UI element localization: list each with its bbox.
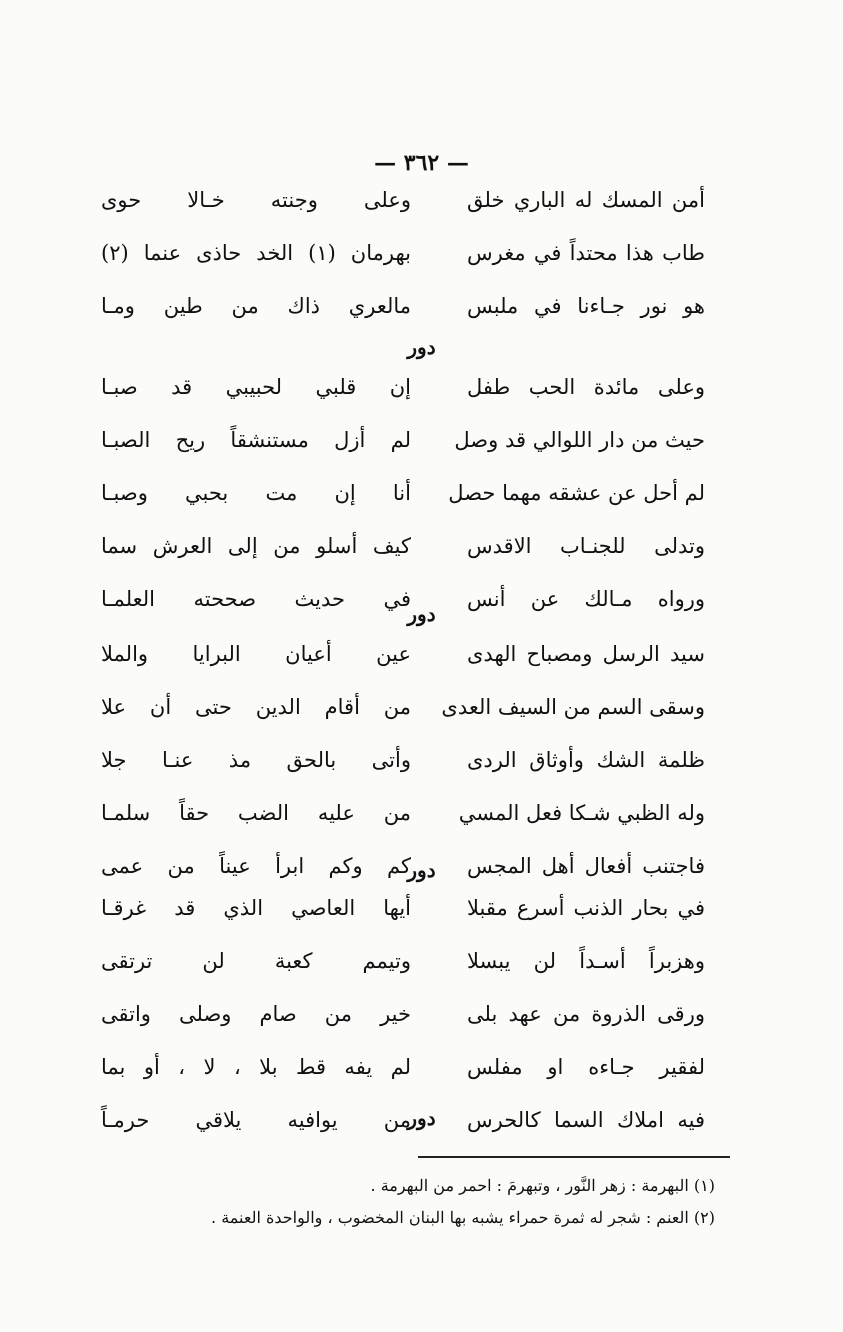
verse-second-hemistich: وله الظبي شـكا فعل المسي: [458, 801, 705, 825]
verse: [0, 369, 843, 422]
verse-first-hemistich: من عليه الضب حقاً سلمـا: [101, 801, 411, 825]
verse-second-hemistich: في بحار الذنب أسرع مقبلا: [467, 896, 705, 920]
footnote-2: (٢) العنم : شجر له ثمرة حمراء يشبه بها البنان المخضوب ، والواحدة العنمة .: [211, 1208, 715, 1227]
verse-first-hemistich: وتيمم كعبة لن ترتقى: [101, 949, 411, 973]
verse: [0, 996, 843, 1049]
verse-first-hemistich: كم وكم ابرأ عيناً من عمى: [101, 854, 411, 878]
footnote-divider: [418, 1156, 730, 1158]
verse-second-hemistich: ورواه مـالك عن أنس: [467, 587, 705, 611]
verse-second-hemistich: وسقى السم من السيف العدى: [441, 695, 705, 719]
verse-second-hemistich: ظلمة الشك وأوثاق الردى: [467, 748, 705, 772]
verse: [0, 689, 843, 742]
verse-first-hemistich: بهرمان (١) الخد حاذى عنما (٢): [101, 241, 411, 265]
verse-second-hemistich: طاب هذا محتداً في مغرس: [467, 241, 705, 265]
verse-first-hemistich: كيف أسلو من إلى العرش سما: [101, 534, 411, 558]
verse-first-hemistich: أيها العاصي الذي قد غرقـا: [101, 896, 411, 920]
verse-second-hemistich: لم أحل عن عشقه مهما حصل: [448, 481, 705, 505]
verse: [0, 235, 843, 288]
verse-first-hemistich: لم يفه قط بلا ، لا ، أو بما: [101, 1055, 411, 1079]
verse: [0, 636, 843, 689]
page-number: — ٣٦٢ —: [374, 150, 469, 176]
verse: [0, 1049, 843, 1102]
verse: [0, 943, 843, 996]
dawr-label: دور: [407, 335, 436, 359]
verse-second-hemistich: لفقير جـاءه او مفلس: [467, 1055, 705, 1079]
verse-second-hemistich: وعلى مائدة الحب طفل: [467, 375, 705, 399]
verse-second-hemistich: وهزبراً أسـداً لن يبسلا: [467, 949, 705, 973]
verse: [0, 795, 843, 848]
verse-second-hemistich: سيد الرسل ومصباح الهدى: [467, 642, 705, 666]
verse-first-hemistich: خير من صام وصلى واتقى: [101, 1002, 411, 1026]
verse-second-hemistich: هو نور جـاءنا في ملبس: [467, 294, 705, 318]
dawr-label: دور: [407, 1106, 436, 1130]
verse-first-hemistich: أنا إن مت بحبي وصبـا: [101, 481, 411, 505]
verse-first-hemistich: في حديث صححته العلمـا: [101, 587, 411, 611]
verse-second-hemistich: فاجتنب أفعال أهل المجس: [467, 854, 705, 878]
verse-first-hemistich: وعلى وجنته خـالا حوى: [101, 188, 411, 212]
verse-first-hemistich: وأتى بالحق مذ عنـا جلا: [101, 748, 411, 772]
verse: [0, 742, 843, 795]
verse: [0, 288, 843, 341]
verse: [0, 475, 843, 528]
dawr-label: دور: [407, 602, 436, 626]
verse: [0, 528, 843, 581]
verse-second-hemistich: أمن المسك له الباري خلق: [467, 188, 705, 212]
verse: [0, 182, 843, 235]
verse-first-hemistich: من أقام الدين حتى أن علا: [101, 695, 411, 719]
stanza-1: [0, 182, 843, 341]
footnote-1: (١) البهرمة : زهر النَّور ، وتبهرمَ : احمر من البهرمة .: [370, 1176, 715, 1195]
verse-second-hemistich: حيث من دار اللوالي قد وصل: [454, 428, 705, 452]
verse-second-hemistich: فيه املاك السما كالحرس: [467, 1108, 705, 1132]
verse-second-hemistich: ورقى الذروة من عهد بلى: [467, 1002, 705, 1026]
verse-first-hemistich: مالعري ذاك من طين ومـا: [101, 294, 411, 318]
verse: [0, 890, 843, 943]
stanza-2: [0, 369, 843, 634]
verse-second-hemistich: وتدلى للجنـاب الاقدس: [467, 534, 705, 558]
verse-first-hemistich: إن قلبي لحبيبي قد صبـا: [101, 375, 411, 399]
verse-first-hemistich: عين أعيان البرايا والملا: [101, 642, 411, 666]
dawr-label: دور: [407, 858, 436, 882]
verse-first-hemistich: من يوافيه يلاقي حرمـاً: [101, 1108, 411, 1132]
verse: [0, 422, 843, 475]
verse-first-hemistich: لم أزل مستنشقاً ريح الصبـا: [101, 428, 411, 452]
